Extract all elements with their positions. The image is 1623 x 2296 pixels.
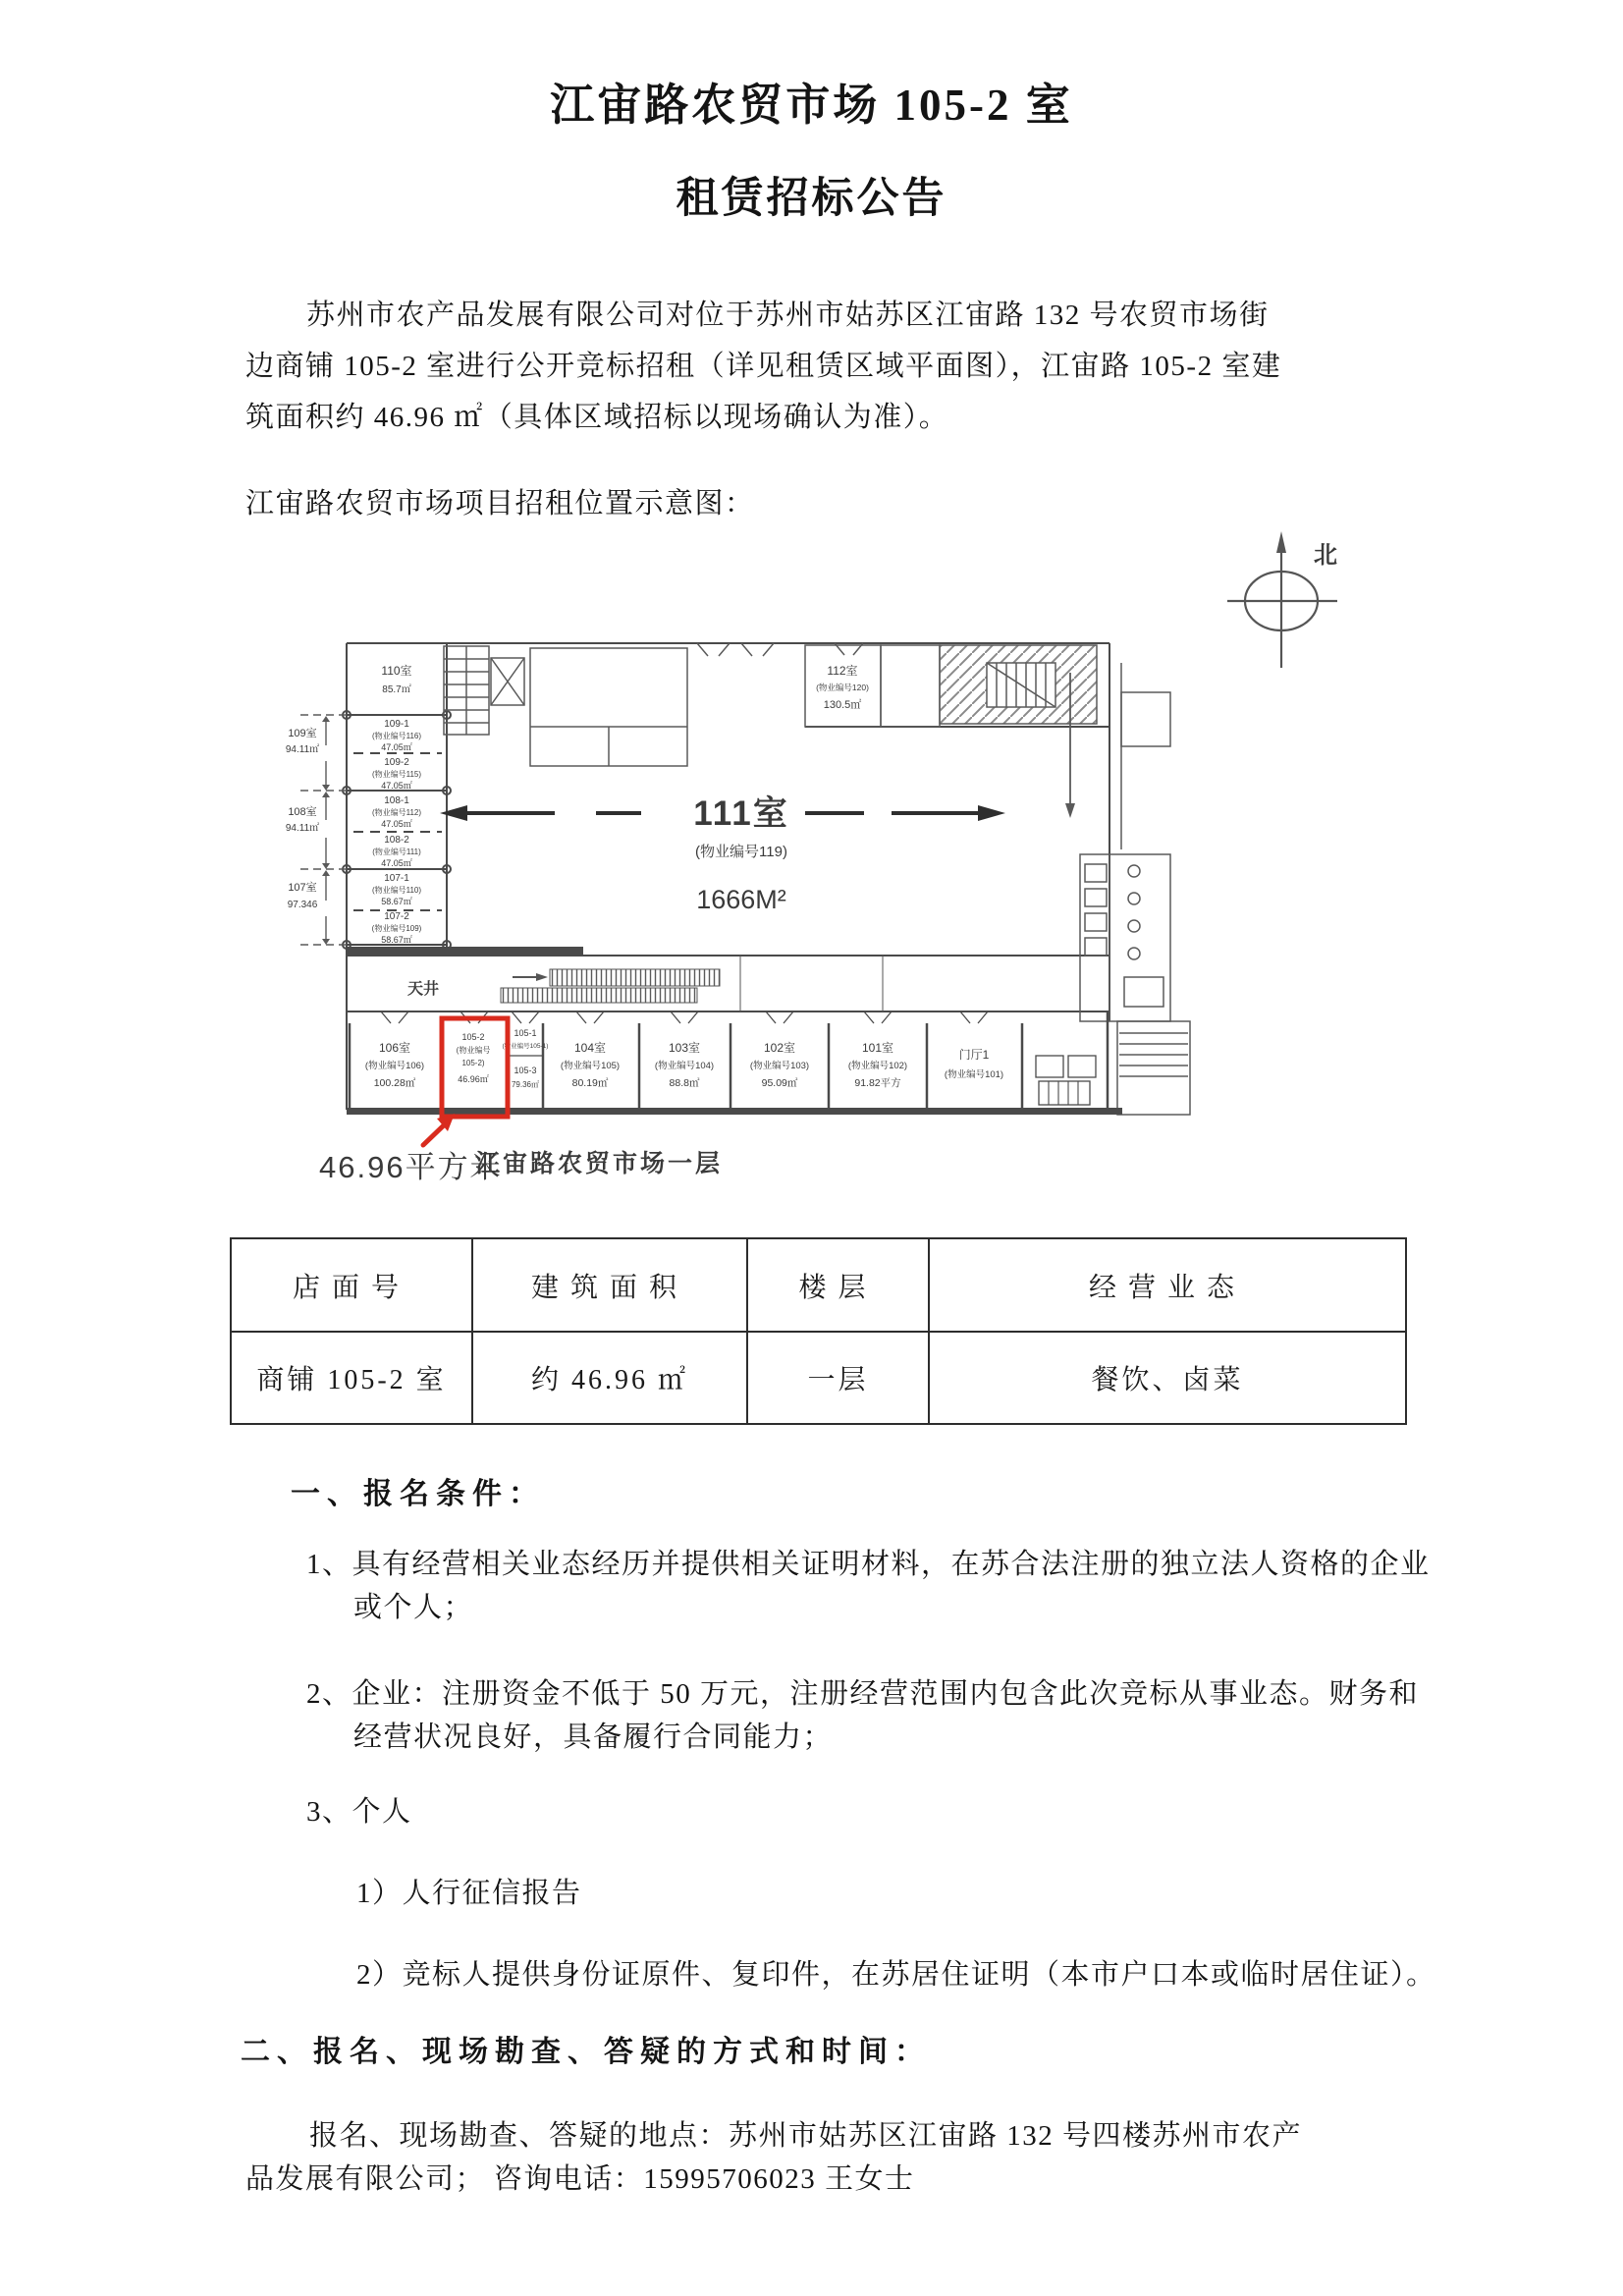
- highlight-area-label: 46.96平方米: [319, 1150, 503, 1184]
- room-107-2-code: (物业编号109): [371, 924, 422, 933]
- room-109-2-area: 47.05㎡: [381, 781, 412, 791]
- room-112-name: 112室: [827, 664, 858, 678]
- room-107-2-name: 107-2: [384, 911, 409, 922]
- tianjing-label: 天井: [407, 981, 440, 998]
- room-107-1-code: (物业编号110): [371, 886, 422, 895]
- shop-101-name: 101室: [861, 1041, 894, 1055]
- section2-heading: 二、报名、现场勘查、答疑的方式和时间：: [241, 2036, 931, 2068]
- dim-107-name: 107室: [288, 882, 317, 894]
- shop-106-area: 100.28㎡: [373, 1077, 416, 1089]
- room-111-area: 1666M²: [696, 885, 786, 914]
- condition3-sub2: 2）竞标人提供身份证原件、复印件，在苏居住证明（本市户口本或临时居住证）。: [356, 1959, 1436, 1991]
- room-112-area: 130.5㎡: [823, 699, 862, 711]
- room-109-1-code: (物业编号116): [371, 732, 422, 740]
- highlight-arrow-line: [423, 1123, 446, 1145]
- room-108-1-area: 47.05㎡: [381, 819, 412, 829]
- contact-line1: 报名、现场勘查、答疑的地点：苏州市姑苏区江宙路 132 号四楼苏州市农产: [309, 2120, 1303, 2152]
- table-row: [231, 1332, 1406, 1424]
- dim-107-value: 97.346: [287, 900, 318, 910]
- room-107-1-area: 58.67㎡: [381, 897, 412, 906]
- dim-108-name: 108室: [288, 806, 317, 818]
- condition1-line2: 或个人；: [353, 1592, 474, 1623]
- cell-area: 约 46.96 ㎡: [472, 1332, 747, 1424]
- intro-line-2: 边商铺 105-2 室进行公开竞标招租（详见租赁区域平面图），江宙路 105-2 室建: [245, 351, 1282, 382]
- shop-101-area: 91.82平方: [854, 1077, 901, 1089]
- shop-105-2-name: 105-2: [461, 1032, 485, 1042]
- shop-102-name: 102室: [763, 1041, 796, 1055]
- shop-103-code: (物业编号104): [654, 1061, 715, 1071]
- shop-105-3-area: 79.36㎡: [511, 1080, 540, 1089]
- plan-right-wing: [1065, 663, 1190, 1115]
- shop-105-2-area: 46.96㎡: [458, 1074, 489, 1084]
- lightwell-grilles: [501, 956, 883, 1011]
- shop-102-code: (物业编号103): [749, 1061, 810, 1071]
- shop-103-area: 88.8㎡: [669, 1077, 700, 1089]
- shop-105-2-code-2: 105-2): [461, 1059, 485, 1067]
- page-title-line2: 租赁招标公告: [676, 176, 947, 222]
- plan-left-room-labels: [372, 663, 422, 945]
- room-109-2-name: 109-2: [384, 757, 409, 768]
- lobby-code: (物业编号101): [944, 1069, 1004, 1080]
- table-header-row: [231, 1238, 1406, 1332]
- shop-105-2-code-1: (物业编号: [456, 1046, 491, 1055]
- room-110-area: 85.7㎡: [382, 684, 411, 695]
- contact-line2: 品发展有限公司； 咨询电话：15995706023 王女士: [245, 2163, 915, 2195]
- room-108-2-name: 108-2: [384, 835, 409, 846]
- shop-info-table: [230, 1237, 1407, 1425]
- dim-109-name: 109室: [288, 728, 317, 739]
- cell-business: 餐饮、卤菜: [929, 1332, 1406, 1424]
- shop-104-code: (物业编号105): [560, 1061, 621, 1071]
- room-108-1-code: (物业编号112): [371, 808, 422, 817]
- room-111-labels: [693, 794, 789, 914]
- cell-shop-no: 商铺 105-2 室: [231, 1332, 472, 1424]
- plan-dimension-labels: [286, 726, 319, 910]
- room-111-name: 111室: [693, 794, 789, 833]
- condition1-line1: 1、具有经营相关业态经历并提供相关证明材料，在苏合法注册的独立法人资格的企业: [306, 1549, 1431, 1580]
- room-110-name: 110室: [381, 664, 412, 678]
- intro-line-3: 筑面积约 46.96 ㎡（具体区域招标以现场确认为准）。: [245, 402, 949, 433]
- shop-105-1-code: (物业编号105-1): [502, 1043, 549, 1050]
- room-107-1-name: 107-1: [384, 873, 409, 884]
- room-109-2-code: (物业编号115): [371, 770, 422, 779]
- dim-109-value: 94.11㎡: [285, 744, 320, 755]
- col-header-area: 建筑面积: [472, 1238, 747, 1332]
- shop-101-code: (物业编号102): [847, 1061, 908, 1071]
- shop-105-3-name: 105-3: [514, 1066, 537, 1075]
- room-107-2-area: 58.67㎡: [381, 935, 412, 945]
- plan-top-structures: [444, 643, 1097, 766]
- shop-104-name: 104室: [573, 1041, 607, 1055]
- intro-line-1: 苏州市农产品发展有限公司对位于苏州市姑苏区江宙路 132 号农贸市场街: [306, 300, 1270, 331]
- room-111-code: (物业编号119): [695, 844, 787, 860]
- col-header-business: 经营业态: [929, 1238, 1406, 1332]
- lobby-name: 门厅1: [958, 1048, 990, 1062]
- plan-caption: 江宙路农贸市场一层: [474, 1150, 724, 1177]
- shop-102-area: 95.09㎡: [761, 1077, 798, 1089]
- shop-104-area: 80.19㎡: [571, 1077, 609, 1089]
- condition2-line1: 2、企业：注册资金不低于 50 万元，注册经营范围内包含此次竞标从事业态。财务和: [306, 1678, 1420, 1710]
- room-109-1-area: 47.05㎡: [381, 742, 412, 752]
- room-109-1-name: 109-1: [384, 719, 409, 730]
- room-112-code: (物业编号120): [816, 683, 869, 692]
- condition3-sub1: 1）人行征信报告: [356, 1878, 582, 1909]
- shop-106-code: (物业编号106): [364, 1061, 425, 1071]
- floor-plan-figure: [206, 525, 1434, 1213]
- col-header-floor: 楼层: [747, 1238, 929, 1332]
- condition3-heading: 3、个人: [306, 1796, 412, 1828]
- shop-106-name: 106室: [378, 1041, 411, 1055]
- page-title-line1: 江宙路农贸市场 105-2 室: [550, 81, 1073, 130]
- col-header-shop-no: 店面号: [231, 1238, 472, 1332]
- plan-intro-line: 江宙路农贸市场项目招租位置示意图：: [245, 488, 755, 519]
- shop-labels: [365, 1028, 1003, 1089]
- room-108-2-area: 47.05㎡: [381, 858, 412, 868]
- shop-103-name: 103室: [668, 1041, 701, 1055]
- condition2-line2: 经营状况良好，具备履行合同能力；: [353, 1722, 834, 1753]
- section1-heading: 一、报名条件：: [291, 1478, 545, 1510]
- dim-108-value: 94.11㎡: [285, 823, 320, 834]
- room-108-2-code: (物业编号111): [372, 847, 421, 856]
- room-112-labels: [816, 663, 869, 711]
- room-108-1-name: 108-1: [384, 795, 409, 806]
- north-label: 北: [1314, 542, 1337, 569]
- shop-105-1-name: 105-1: [514, 1028, 537, 1038]
- cell-floor: 一层: [747, 1332, 929, 1424]
